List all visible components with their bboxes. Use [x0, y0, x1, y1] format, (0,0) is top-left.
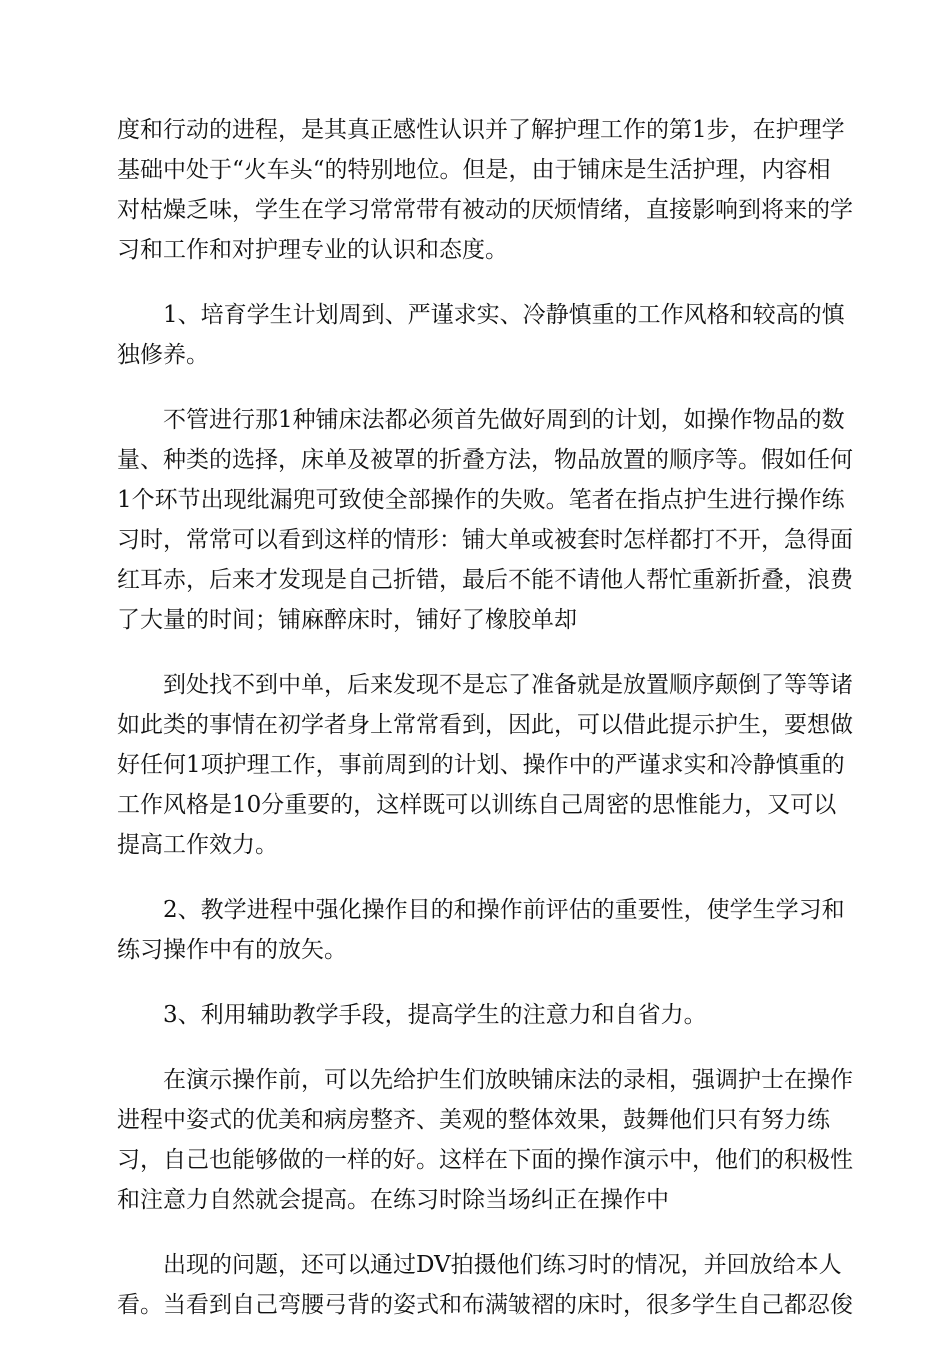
text-line: 1、培育学生计划周到、严谨求实、冷静慎重的工作风格和较高的慎	[163, 302, 845, 328]
text-line: 3、利用辅助教学手段，提高学生的注意力和自省力。	[163, 1002, 707, 1028]
paragraph	[117, 995, 837, 1035]
text-line: 习和工作和对护理专业的认识和态度。	[117, 237, 508, 263]
text-line: 2、教学进程中强化操作目的和操作前评估的重要性，使学生学习和	[163, 897, 845, 923]
text-line: 和注意力自然就会提高。在练习时除当场纠正在操作中	[117, 1187, 669, 1213]
paragraph	[117, 400, 853, 640]
text-line: 提高工作效力。	[117, 832, 278, 858]
text-line: 对枯燥乏味，学生在学习常常带有被动的厌烦情绪，直接影响到将来的学	[117, 197, 853, 223]
paragraph	[117, 890, 845, 970]
paragraph	[117, 1060, 853, 1220]
text-line: 在演示操作前，可以先给护生们放映铺床法的录相，强调护士在操作	[163, 1067, 853, 1093]
paragraph	[117, 110, 853, 270]
text-line: 红耳赤，后来才发现是自己折错，最后不能不请他人帮忙重新折叠，浪费	[117, 567, 853, 593]
text-line: 基础中处于“火车头“的特别地位。但是，由于铺床是生活护理，内容相	[117, 157, 831, 183]
paragraph	[117, 295, 845, 375]
text-line: 进程中姿式的优美和病房整齐、美观的整体效果，鼓舞他们只有努力练	[117, 1107, 830, 1133]
text-line: 如此类的事情在初学者身上常常看到，因此，可以借此提示护生，要想做	[117, 712, 853, 738]
text-line: 独修养。	[117, 342, 209, 368]
document-body	[117, 110, 853, 1350]
text-line: 量、种类的选择，床单及被罩的折叠方法，物品放置的顺序等。假如任何	[117, 447, 853, 473]
text-line: 不管进行那1种铺床法都必须首先做好周到的计划，如操作物品的数	[163, 407, 845, 433]
text-line: 好任何1项护理工作，事前周到的计划、操作中的严谨求实和冷静慎重的	[117, 752, 845, 778]
paragraph	[117, 665, 853, 865]
text-line: 习，自己也能够做的一样的好。这样在下面的操作演示中，他们的积极性	[117, 1147, 853, 1173]
text-line: 习时，常常可以看到这样的情形：铺大单或被套时怎样都打不开，急得面	[117, 527, 853, 553]
text-line: 到处找不到中单，后来发现不是忘了准备就是放置顺序颠倒了等等诸	[163, 672, 853, 698]
text-line: 练习操作中有的放矢。	[117, 937, 347, 963]
text-line: 工作风格是10分重要的，这样既可以训练自己周密的思惟能力，又可以	[117, 792, 837, 818]
text-line: 看。当看到自己弯腰弓背的姿式和布满皱褶的床时，很多学生自己都忍俊	[117, 1292, 853, 1318]
paragraph	[117, 1245, 853, 1325]
text-line: 度和行动的进程，是其真正感性认识并了解护理工作的第1步，在护理学	[117, 117, 845, 143]
text-line: 了大量的时间；铺麻醉床时，铺好了橡胶单却	[117, 607, 577, 633]
text-line: 1个环节出现纰漏兜可致使全部操作的失败。笔者在指点护生进行操作练	[117, 487, 845, 513]
text-line: 出现的问题，还可以通过DV拍摄他们练习时的情况，并回放给本人	[163, 1252, 842, 1278]
